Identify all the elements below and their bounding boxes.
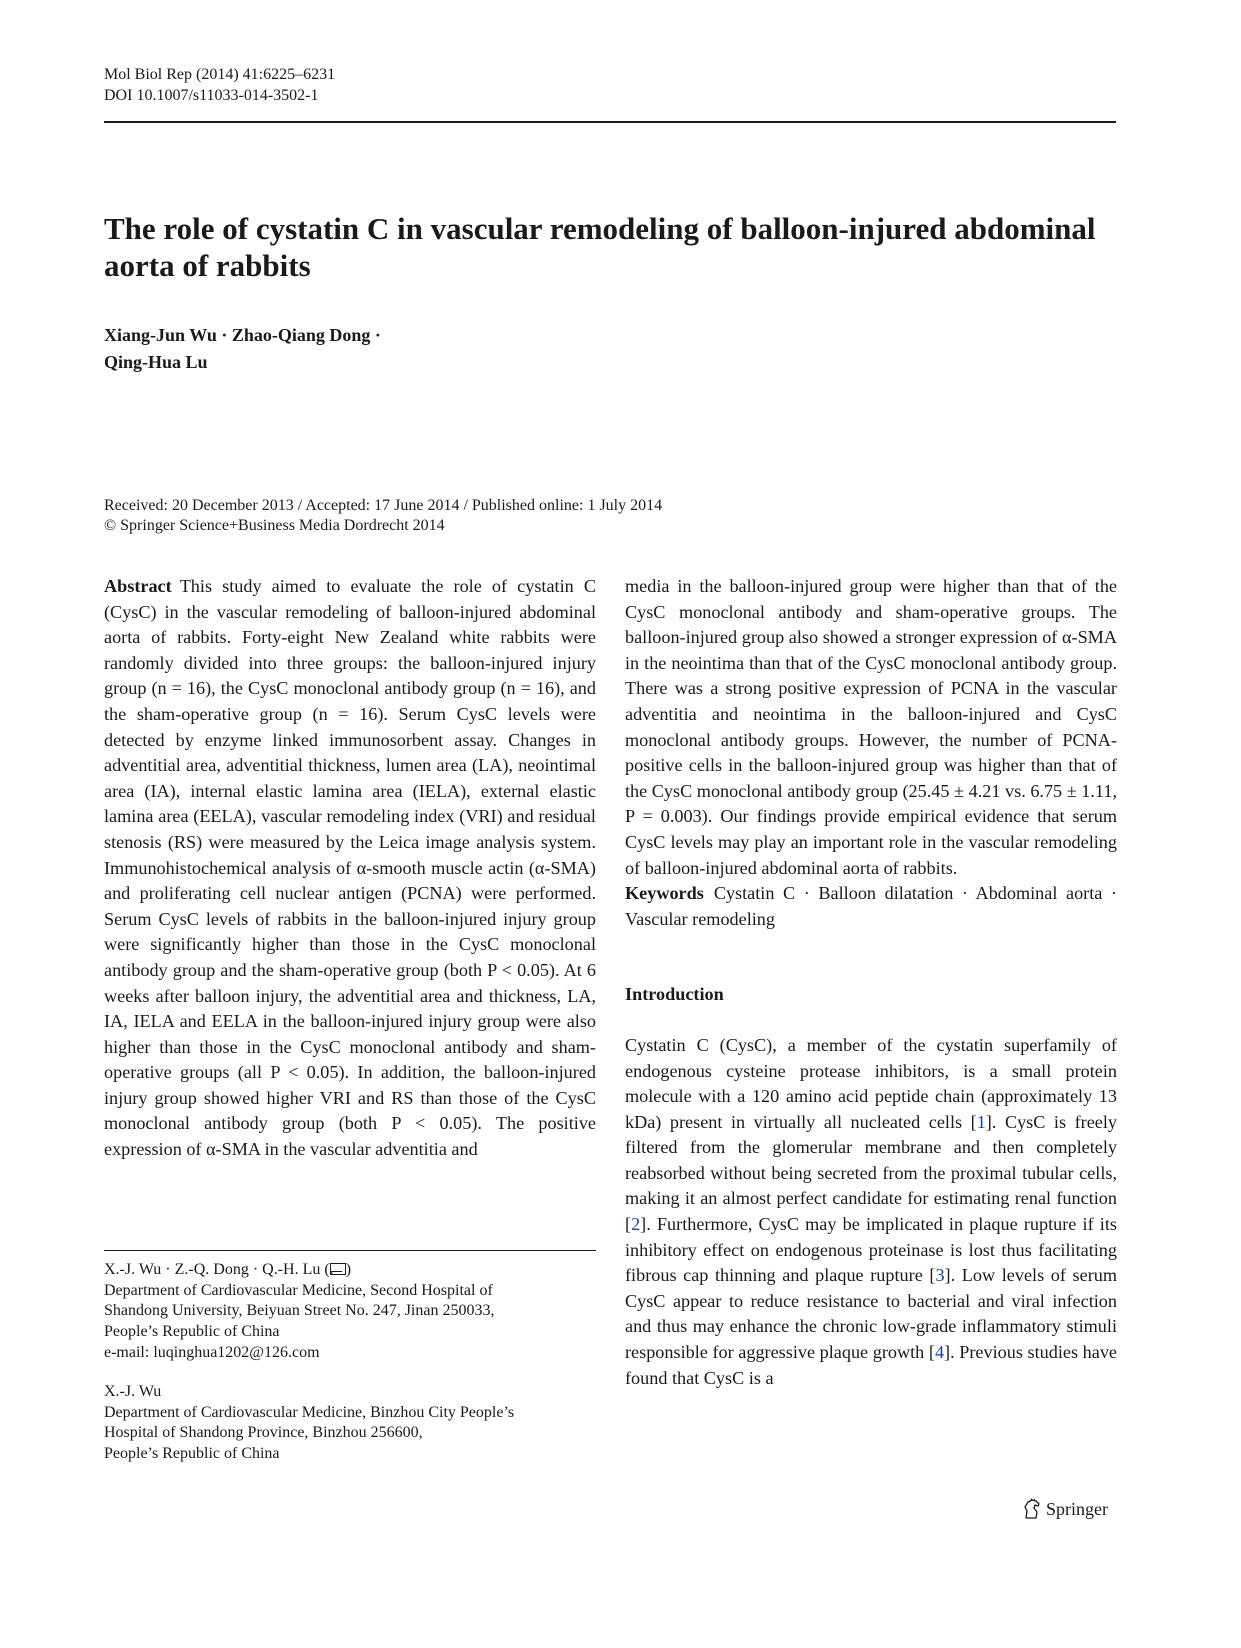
- dates-line: Received: 20 December 2013 / Accepted: 17 June 2014 / Published online: 1 July 2014: [104, 497, 663, 514]
- affiliation-1-names: [104, 1260, 494, 1281]
- introduction-heading: Introduction: [625, 984, 724, 1005]
- affiliation-1-close: ): [345, 1261, 352, 1278]
- keywords-label: Keywords: [625, 883, 704, 904]
- citation-link-3[interactable]: 3: [935, 1265, 945, 1286]
- abstract-paragraph: [104, 574, 596, 1163]
- citation-link-4[interactable]: 4: [934, 1342, 945, 1363]
- publisher-logo: [1022, 1498, 1108, 1520]
- header-rule: [104, 121, 1116, 123]
- footnote-rule: [104, 1250, 596, 1251]
- affiliation-2: [104, 1382, 514, 1465]
- publisher-name: Springer: [1046, 1499, 1108, 1519]
- publication-dates: [104, 496, 662, 536]
- authors-line-2: Qing-Hua Lu: [104, 352, 208, 372]
- intro-text-3: ]. Furthermore, CysC may be implicated in plaque rupture if its inhibitory effect on endogenous proteinase is lost thus facilitating fibrous cap thinning and plaque rupture [: [625, 1214, 1117, 1286]
- affiliation-2-name: X.-J. Wu: [104, 1383, 162, 1400]
- keywords-text: Cystatin C · Balloon dilatation · Abdominal aorta · Vascular remodeling: [625, 883, 1117, 929]
- affiliation-1: [104, 1260, 494, 1364]
- affiliation-1-line-2: Department of Cardiovascular Medicine, Second Hospital of: [104, 1281, 493, 1299]
- envelope-icon: [330, 1263, 346, 1275]
- intro-text-4: ]. Low levels of serum CysC appear to reduce resistance to bacterial and viral infection and thus may enhance the chronic low-grade inflammatory stimuli responsible for aggressive plaque growth [: [625, 1265, 1117, 1363]
- affiliation-2-line-2: Department of Cardiovascular Medicine, Binzhou City People’s: [104, 1403, 515, 1421]
- corresponding-email[interactable]: e-mail: luqinghua1202@126.com: [104, 1343, 320, 1361]
- left-column: [104, 574, 596, 1163]
- authors-line-1: Xiang-Jun Wu · Zhao-Qiang Dong ·: [104, 325, 381, 345]
- keywords-block: [625, 881, 1117, 932]
- abstract-text-left: This study aimed to evaluate the role of cystatin C (CysC) in the vascular remodeling of balloon-injured abdominal aorta of rabbits. Forty-eight New Zealand white rabbits were randomly divided into three groups: the balloon-injured injury group (n = 16), the CysC monoclonal antibody group (n = 16), and the sham-operative group (n = 16). Serum CysC levels were detected by enzyme linked immunosorbent assay. Changes in adventitial area, adventitial thickness, lumen area (LA), neointimal area (IA), internal elastic lamina area (IELA), external elastic lamina area (EELA), vascular remodeling index (VRI) and residual stenosis (RS) were measured by the Leica image analysis system. Immunohistochemical analysis of α-smooth muscle actin (α-SMA) and proliferating cell nuclear antigen (PCNA) were performed. Serum CysC levels of rabbits in the balloon-injured injury group were significantly higher than those in the CysC monoclonal antibody group and the sham-operative group (both P < 0.05). At 6 weeks after balloon injury, the adventitial area and thickness, LA, IA, IELA and EELA in the balloon-injured injury group were also higher than those in the CysC monoclonal antibody and sham-operative groups (all P < 0.05). In addition, the balloon-injured injury group showed higher VRI and RS than those of the CysC monoclonal antibody group (both P < 0.05). The positive expression of α-SMA in the vascular adventitia and: [104, 576, 596, 1160]
- affiliation-1-authors: X.-J. Wu · Z.-Q. Dong · Q.-H. Lu (: [104, 1261, 330, 1278]
- copyright-line: © Springer Science+Business Media Dordrecht 2014: [104, 517, 445, 534]
- intro-text-2: ]. CysC is freely filtered from the glomerular membrane and then completely reabsorbed without being secreted from the proximal tubular cells, making it an almost perfect candidate for estimating renal function [: [625, 1111, 1118, 1235]
- article-title: The role of cystatin C in vascular remodeling of balloon-injured abdominal aorta of rabbits: [104, 211, 1096, 283]
- affiliation-2-line-3: Hospital of Shandong Province, Binzhou 256600,: [104, 1424, 423, 1442]
- affiliation-1-line-4: People’s Republic of China: [104, 1323, 280, 1341]
- affiliation-1-line-3: Shandong University, Beiyuan Street No. 247, Jinan 250033,: [104, 1302, 495, 1320]
- journal-header: [104, 64, 335, 106]
- springer-horse-icon: [1022, 1498, 1042, 1520]
- affiliation-2-line-4: People’s Republic of China: [104, 1445, 280, 1463]
- abstract-text-right: media in the balloon-injured group were higher than that of the CysC monoclonal antibody and sham-operative groups. The balloon-injured group also showed a stronger expression of α-SMA in the neointima than that of the CysC monoclonal antibody group. There was a strong positive expression of PCNA in the vascular adventitia and neointima in the balloon-injured and CysC monoclonal antibody groups. However, the number of PCNA-positive cells in the balloon-injured group was higher than that of the CysC monoclonal antibody group (25.45 ± 4.21 vs. 6.75 ± 1.11, P = 0.003). Our findings provide empirical evidence that serum CysC levels may play an important role in the vascular remodeling of balloon-injured abdominal aorta of rabbits.: [625, 576, 1117, 878]
- intro-text-1: Cystatin C (CysC), a member of the cystatin superfamily of endogenous cysteine protease inhibitors, is a small protein molecule with a 120 amino acid peptide chain (approximately 13 kDa) present in virtually all nucleated cells [: [625, 1034, 1117, 1132]
- citation-link-1[interactable]: 1: [976, 1111, 986, 1132]
- introduction-paragraph: [625, 1033, 1117, 1391]
- right-column: [625, 574, 1117, 1391]
- intro-text-5: ]. Previous studies have found that CysC is a: [625, 1342, 1117, 1388]
- abstract-label: Abstract: [104, 576, 172, 596]
- citation-link-2[interactable]: 2: [631, 1214, 641, 1235]
- doi: DOI 10.1007/s11033-014-3502-1: [104, 87, 319, 104]
- journal-citation: Mol Biol Rep (2014) 41:6225–6231: [104, 66, 336, 83]
- author-list: [104, 322, 381, 376]
